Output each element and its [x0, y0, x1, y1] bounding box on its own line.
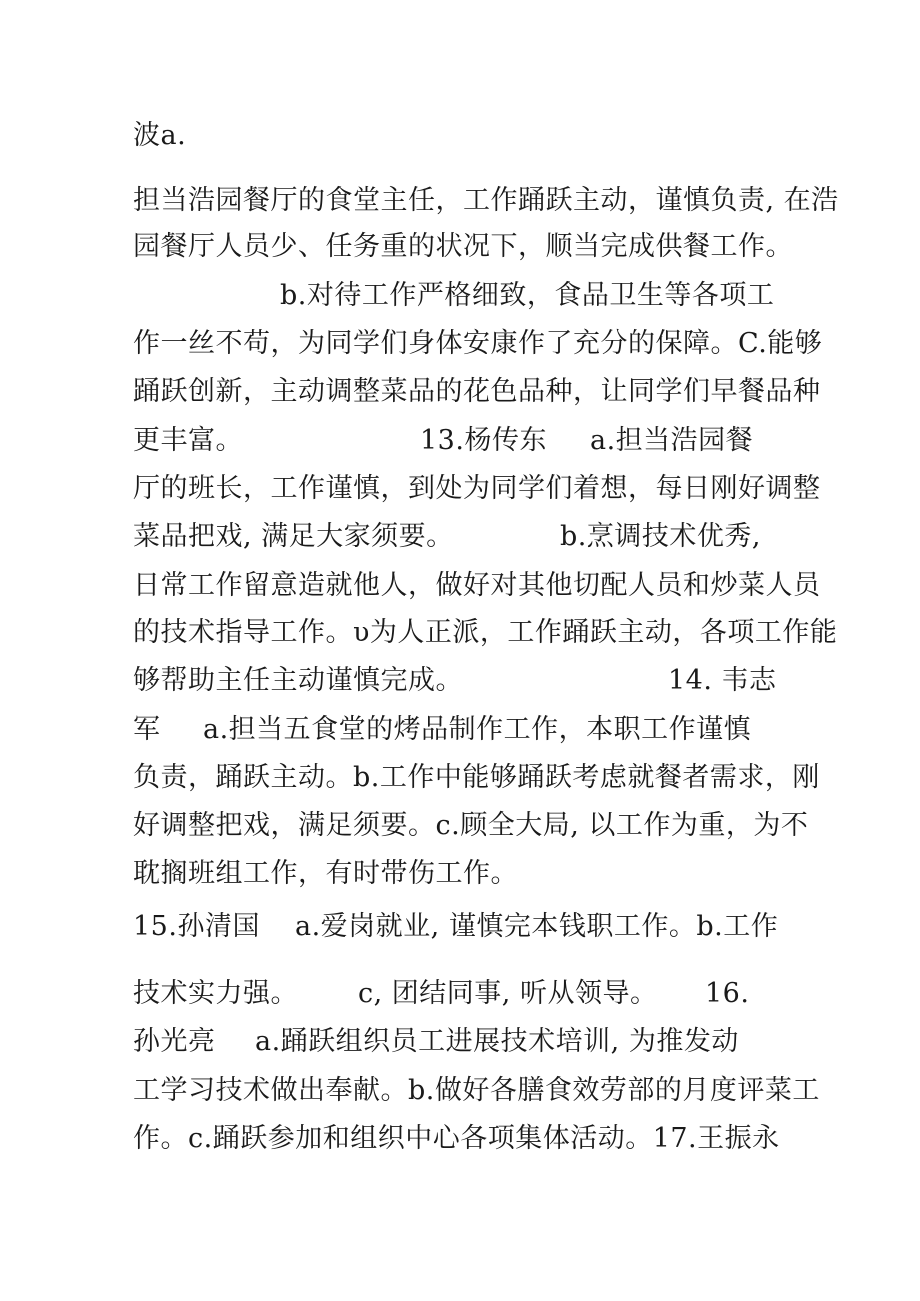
text-line: c, 团结同事, 听从领导。 [358, 978, 658, 1009]
text-line: 耽搁班组工作，有时带伤工作。 [133, 858, 518, 889]
text-line: a.担当浩园餐 [590, 425, 754, 456]
text-line: 军 [133, 714, 161, 745]
text-line: 好调整把戏，满足须要。c.顾全大局, 以工作为重，为不 [133, 810, 809, 841]
text-line: 踊跃创新，主动调整菜品的花色品种，让同学们早餐品种 [133, 376, 821, 407]
text-line: 更丰富。 [133, 425, 243, 456]
text-line: 菜品把戏, 满足大家须要。 [133, 521, 454, 552]
text-line: 作。c.踊跃参加和组织中心各项集体活动。17.王振永 [133, 1123, 780, 1154]
text-line: 技术实力强。 [133, 978, 298, 1009]
text-line: 够帮助主任主动谨慎完成。 [133, 665, 463, 696]
text-line: 的技术指导工作。υ为人正派，工作踊跃主动，各项工作能 [133, 617, 838, 648]
text-line: 园餐厅人员少、任务重的状况下，顺当完成供餐工作。 [133, 231, 793, 262]
text-line: 厅的班长，工作谨慎，到处为同学们着想，每日刚好调整 [133, 473, 821, 504]
text-line: b.对待工作严格细致，食品卫生等各项工 [280, 280, 775, 311]
text-line: b.烹调技术优秀, [560, 521, 761, 552]
text-line: 工学习技术做出奉献。b.做好各膳食效劳部的月度评菜工 [133, 1075, 820, 1106]
text-line: 波a. [133, 120, 187, 151]
text-line: 日常工作留意造就他人，做好对其他切配人员和炒菜人员 [133, 570, 821, 601]
text-line: 作一丝不苟，为同学们身体安康作了充分的保障。C.能够 [133, 328, 823, 359]
text-line: 孙光亮 [133, 1026, 216, 1057]
text-line: 13.杨传东 [420, 425, 547, 456]
text-line: 15.孙清国 [133, 911, 260, 942]
text-line: 负责，踊跃主动。b.工作中能够踊跃考虑就餐者需求，刚 [133, 762, 820, 793]
text-line: 16. [705, 978, 750, 1009]
text-line: 14. 韦志 [668, 665, 777, 696]
text-line: a.担当五食堂的烤品制作工作，本职工作谨慎 [203, 714, 752, 745]
text-line: a.踊跃组织员工进展技术培训, 为推发动 [255, 1026, 739, 1057]
text-line: a.爱岗就业, 谨慎完本钱职工作。b.工作 [295, 911, 779, 942]
text-line: 担当浩园餐厅的食堂主任，工作踊跃主动，谨慎负责, 在浩 [133, 185, 839, 216]
